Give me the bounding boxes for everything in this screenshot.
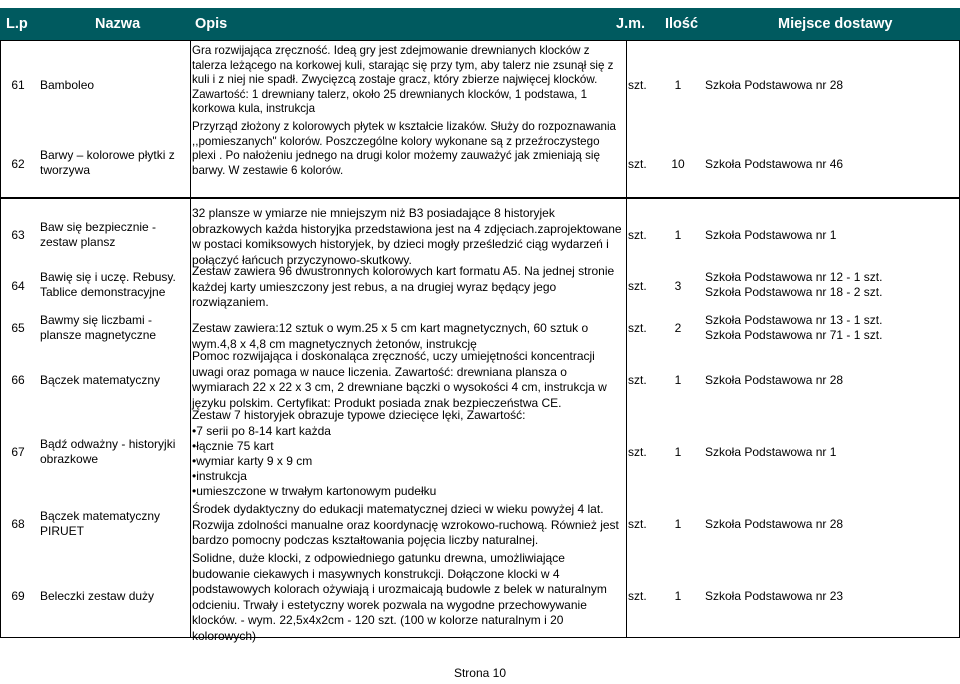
row-qty: 1 <box>674 373 682 387</box>
row-lp: 65 <box>11 321 25 335</box>
bullet-item: •wymiar karty 9 x 9 cm <box>192 454 313 468</box>
row-jm: szt. <box>628 228 647 242</box>
row-name: Beleczki zestaw duży <box>40 589 155 603</box>
row-qty: 10 <box>671 157 685 171</box>
row-dest-1: Szkoła Podstawowa nr 12 - 1 szt. <box>705 270 883 284</box>
header-name: Nazwa <box>95 16 141 32</box>
row-jm: szt. <box>628 157 647 171</box>
row-qty: 1 <box>674 78 682 92</box>
row-dest-2: Szkoła Podstawowa nr 18 - 2 szt. <box>705 285 883 299</box>
row-desc: Środek dydaktyczny do edukacji matematycznej dzieci w wieku powyżej 4 lat. Rozwija zdolności manualne oraz koordynację wzrokowo-ruchową. Również jest bardzo pomocny podczas kształtowania pojęcia liczby naturalnej. <box>192 502 619 547</box>
row-desc: Pomoc rozwijająca i doskonaląca zręczność, uczy umiejętności koncentracji uwagi oraz pomaga w nauce liczenia. Zawartość: drewniana plansza o wymiarach 22 x 22 x 3 cm, 2 drewniane bączki o wysokości 4 cm, instrukcja w języku polskim. Certyfikat: Produkt posiada znak bezpieczeństwa CE. <box>192 349 607 410</box>
column-divider <box>190 40 191 637</box>
row-qty: 2 <box>674 321 682 335</box>
row-name: Bawmy się liczbami - plansze magnetyczne <box>40 313 157 342</box>
bullet-item: •instrukcja <box>192 469 247 483</box>
bullet-item: •łącznie 75 kart <box>192 439 274 453</box>
row-jm: szt. <box>628 589 647 603</box>
row-dest: Szkoła Podstawowa nr 1 <box>705 228 837 242</box>
row-desc-intro: Zestaw 7 historyjek obrazuje typowe dziecięce lęki, Zawartość: <box>192 408 526 422</box>
row-qty: 1 <box>674 228 682 242</box>
row-dest: Szkoła Podstawowa nr 28 <box>705 517 844 531</box>
row-lp: 64 <box>11 279 25 293</box>
row-lp: 63 <box>11 228 25 242</box>
row-dest-2: Szkoła Podstawowa nr 71 - 1 szt. <box>705 328 883 342</box>
row-name: Bączek matematyczny <box>40 373 161 387</box>
row-name: Baw się bezpiecznie - zestaw plansz <box>40 220 157 249</box>
row-name: Bączek matematyczny PIRUET <box>40 509 161 538</box>
row-jm: szt. <box>628 321 647 335</box>
column-divider <box>626 40 627 637</box>
row-name: Bawię się i uczę. Rebusy. Tablice demonstracyjne <box>40 270 176 299</box>
row-desc: Solidne, duże klocki, z odpowiedniego gatunku drewna, umożliwiające budowanie ciekawych i masywnych konstrukcji. Dołączone klocki w 4 podstawowych kolorach ożywiają i urozmaicają budowle z belek w naturalnym odcieniu. Trwały i estetyczny worek pozwala na wygodne przechowywanie klocków. - wym. 22,5x4x2cm - 120 szt. (100 w kolorze naturalnym i 20 kolorowych) <box>192 551 607 643</box>
row-desc: Zestaw zawiera 96 dwustronnych kolorowych kart formatu A5. Na jednej stronie każdej karty umieszczony jest rebus, a na drugiej wyraz będący jego rozwiązaniem. <box>192 264 615 309</box>
row-lp: 61 <box>11 78 25 92</box>
table-border-left <box>0 40 1 637</box>
table-header <box>0 8 960 40</box>
row-lp: 66 <box>11 373 25 387</box>
row-desc: Zestaw zawiera:12 sztuk o wym.25 x 5 cm kart magnetycznych, 60 sztuk o wym.4,8 x 4,8 cm magnetycznych żetonów, instrukcję <box>192 321 589 351</box>
row-lp: 67 <box>11 445 25 459</box>
row-desc: Przyrząd złożony z kolorowych płytek w kształcie lizaków. Służy do rozpoznawania ,,pomieszanych" kolorów. Poszczególne kolory wykonane są z przeźroczystego plexi . Po nałożeniu jednego na drugi kolor możemy zauważyć jak zmieniają się barwy. W zestawie 6 kolorów. <box>192 120 616 177</box>
row-divider <box>0 40 960 41</box>
row-name: Bamboleo <box>40 78 95 92</box>
row-dest-1: Szkoła Podstawowa nr 13 - 1 szt. <box>705 313 883 327</box>
row-divider <box>0 198 960 199</box>
row-lp: 62 <box>11 157 25 171</box>
row-qty: 1 <box>674 589 682 603</box>
row-name: Barwy – kolorowe płytki z tworzywa <box>40 148 175 177</box>
row-desc: Gra rozwijająca zręczność. Ideą gry jest zdejmowanie drewnianych klocków z talerza leżącego na korkowej kuli, starając się przy tym, aby talerz nie zsunął się z kuli i z niej nie spadł. Zwycięzcą zostaje gracz, który zbierze najwięcej klocków. Zawartość: 1 drewniany talerz, około 25 drewnianych klocków, 1 podstawa, 1 korkowa kula, instrukcja <box>192 44 614 116</box>
row-jm: szt. <box>628 517 647 531</box>
page-number: Strona 10 <box>453 666 507 680</box>
row-dest: Szkoła Podstawowa nr 46 <box>705 157 844 171</box>
row-jm: szt. <box>628 445 647 459</box>
row-lp: 68 <box>11 517 25 531</box>
row-name: Bądź odważny - historyjki obrazkowe <box>40 437 176 466</box>
header-jm: J.m. <box>616 16 646 32</box>
header-dest: Miejsce dostawy <box>778 16 893 32</box>
row-jm: szt. <box>628 78 647 92</box>
header-desc: Opis <box>195 16 228 32</box>
row-qty: 3 <box>674 279 682 293</box>
row-jm: szt. <box>628 279 647 293</box>
row-qty: 1 <box>674 445 682 459</box>
row-jm: szt. <box>628 373 647 387</box>
row-qty: 1 <box>674 517 682 531</box>
bullet-item: •7 serii po 8-14 kart każda <box>192 424 331 438</box>
row-dest: Szkoła Podstawowa nr 28 <box>705 78 844 92</box>
header-qty: Ilość <box>665 16 699 32</box>
header-lp: L.p <box>6 16 28 32</box>
row-lp: 69 <box>11 589 25 603</box>
row-desc: 32 plansze w ymiarze nie mniejszym niż B3 posiadające 8 historyjek obrazkowych każda historyjka przedstawiona jest na 4 zdjęciach.zaprojektowane w postaci komiksowych historyjek, by dzieci mogły prześledzić ciąg wydarzeń i połączyć łańcuch przyczynowo-skutkowy. <box>192 206 622 267</box>
bullet-item: •umieszczone w trwałym kartonowym pudełku <box>192 484 437 498</box>
row-dest: Szkoła Podstawowa nr 23 <box>705 589 844 603</box>
row-dest: Szkoła Podstawowa nr 28 <box>705 373 844 387</box>
row-dest: Szkoła Podstawowa nr 1 <box>705 445 837 459</box>
